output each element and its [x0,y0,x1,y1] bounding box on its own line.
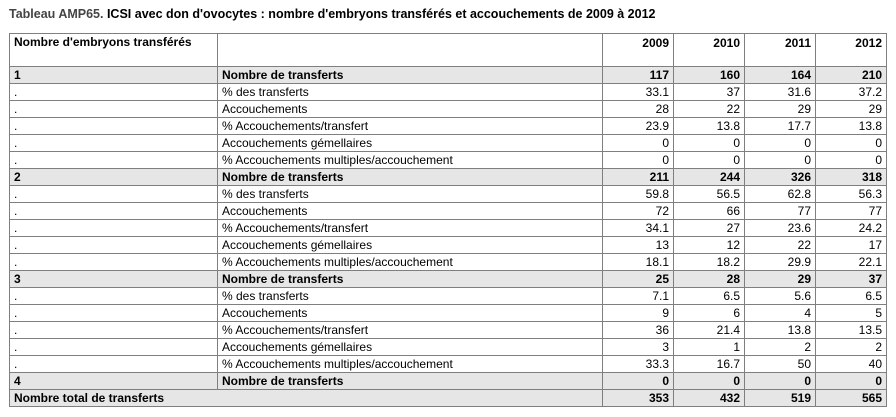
cell-indicator: Accouchements gémellaires [218,339,603,356]
header-year-2012: 2012 [816,34,887,67]
header-year-2010: 2010 [674,34,745,67]
cell-value-2012: 318 [816,169,887,186]
cell-group: . [10,186,218,203]
cell-value-2009: 13 [603,237,674,254]
cell-value-2010: 16.7 [674,356,745,373]
cell-indicator: % Accouchements/transfert [218,118,603,135]
cell-value-2009: 3 [603,339,674,356]
cell-value-2012: 5 [816,305,887,322]
cell-value-2010: 56.5 [674,186,745,203]
cell-value-2012: 0 [816,135,887,152]
cell-group: . [10,152,218,169]
cell-value-2011: 519 [745,390,816,407]
cell-value-2009: 9 [603,305,674,322]
cell-value-2011: 326 [745,169,816,186]
cell-indicator: Accouchements [218,203,603,220]
table-row [10,67,887,84]
cell-value-2012: 24.2 [816,220,887,237]
cell-value-2011: 17.7 [745,118,816,135]
cell-indicator: Nombre de transferts [218,271,603,288]
table-title [9,6,655,22]
cell-value-2009: 0 [603,373,674,390]
cell-value-2009: 36 [603,322,674,339]
cell-value-2012: 37 [816,271,887,288]
table-row [10,220,887,237]
cell-group: . [10,220,218,237]
cell-value-2011: 23.6 [745,220,816,237]
cell-group: . [10,339,218,356]
cell-value-2009: 23.9 [603,118,674,135]
cell-value-2009: 28 [603,101,674,118]
table-row [10,356,887,373]
total-label: Nombre total de transferts [10,390,603,407]
cell-group: . [10,203,218,220]
cell-value-2012: 13.8 [816,118,887,135]
cell-indicator: % Accouchements multiples/accouchement [218,254,603,271]
cell-value-2010: 432 [674,390,745,407]
header-row [10,34,887,67]
cell-value-2010: 1 [674,339,745,356]
cell-value-2009: 0 [603,152,674,169]
cell-indicator: % des transferts [218,84,603,101]
table-row [10,84,887,101]
cell-value-2011: 2 [745,339,816,356]
cell-group: . [10,322,218,339]
table-row [10,135,887,152]
cell-value-2010: 0 [674,373,745,390]
cell-indicator: % Accouchements multiples/accouchement [218,356,603,373]
cell-indicator: Accouchements gémellaires [218,135,603,152]
cell-value-2012: 2 [816,339,887,356]
table-row [10,101,887,118]
cell-group: 1 [10,67,218,84]
cell-value-2010: 28 [674,271,745,288]
data-table [9,33,887,407]
cell-value-2012: 6.5 [816,288,887,305]
table-body [10,67,887,407]
cell-value-2010: 21.4 [674,322,745,339]
table-row [10,186,887,203]
cell-value-2011: 29 [745,101,816,118]
cell-indicator: % des transferts [218,186,603,203]
cell-value-2009: 72 [603,203,674,220]
cell-value-2009: 211 [603,169,674,186]
table-row [10,169,887,186]
cell-indicator: % Accouchements/transfert [218,220,603,237]
cell-value-2011: 29 [745,271,816,288]
cell-group: 3 [10,271,218,288]
cell-value-2011: 31.6 [745,84,816,101]
cell-indicator: Nombre de transferts [218,373,603,390]
cell-value-2012: 13.5 [816,322,887,339]
cell-value-2011: 77 [745,203,816,220]
table-row [10,152,887,169]
cell-indicator: % des transferts [218,288,603,305]
cell-indicator: % Accouchements/transfert [218,322,603,339]
cell-value-2012: 37.2 [816,84,887,101]
cell-value-2009: 59.8 [603,186,674,203]
cell-value-2009: 7.1 [603,288,674,305]
cell-value-2010: 13.8 [674,118,745,135]
cell-value-2012: 56.3 [816,186,887,203]
cell-indicator: Accouchements gémellaires [218,237,603,254]
cell-value-2012: 0 [816,152,887,169]
cell-value-2010: 6.5 [674,288,745,305]
cell-group: 4 [10,373,218,390]
table-row [10,271,887,288]
cell-value-2009: 18.1 [603,254,674,271]
table-row [10,118,887,135]
table-row [10,373,887,390]
cell-group: 2 [10,169,218,186]
table-title-text: ICSI avec don d'ovocytes : nombre d'embryons transférés et accouchements de 2009 à 2012 [103,7,656,21]
cell-group: . [10,305,218,322]
cell-value-2009: 34.1 [603,220,674,237]
cell-value-2011: 0 [745,152,816,169]
cell-value-2010: 27 [674,220,745,237]
cell-value-2011: 4 [745,305,816,322]
cell-indicator: % Accouchements multiples/accouchement [218,152,603,169]
cell-value-2010: 0 [674,135,745,152]
cell-value-2010: 22 [674,101,745,118]
total-row [10,390,887,407]
cell-value-2010: 37 [674,84,745,101]
cell-value-2010: 160 [674,67,745,84]
cell-value-2012: 22.1 [816,254,887,271]
cell-value-2011: 29.9 [745,254,816,271]
table-row [10,305,887,322]
cell-group: . [10,84,218,101]
cell-value-2011: 0 [745,135,816,152]
header-indicator [218,34,603,67]
cell-value-2010: 244 [674,169,745,186]
table-title-prefix: Tableau AMP65. [9,7,104,21]
cell-value-2009: 353 [603,390,674,407]
cell-value-2011: 50 [745,356,816,373]
cell-value-2009: 0 [603,135,674,152]
cell-value-2010: 12 [674,237,745,254]
cell-group: . [10,254,218,271]
cell-indicator: Nombre de transferts [218,67,603,84]
cell-value-2011: 5.6 [745,288,816,305]
table-row [10,254,887,271]
table-row [10,288,887,305]
cell-value-2010: 18.2 [674,254,745,271]
cell-indicator: Accouchements [218,305,603,322]
cell-group: . [10,288,218,305]
cell-value-2011: 62.8 [745,186,816,203]
cell-value-2010: 6 [674,305,745,322]
cell-value-2010: 66 [674,203,745,220]
cell-value-2011: 13.8 [745,322,816,339]
cell-value-2009: 117 [603,67,674,84]
cell-value-2012: 565 [816,390,887,407]
cell-value-2010: 0 [674,152,745,169]
header-year-2011: 2011 [745,34,816,67]
cell-value-2012: 77 [816,203,887,220]
table-row [10,339,887,356]
table-row [10,237,887,254]
cell-value-2012: 210 [816,67,887,84]
cell-group: . [10,356,218,373]
table-row [10,203,887,220]
cell-group: . [10,135,218,152]
cell-value-2009: 33.3 [603,356,674,373]
cell-value-2011: 22 [745,237,816,254]
header-year-2009: 2009 [603,34,674,67]
cell-value-2009: 33.1 [603,84,674,101]
cell-value-2012: 40 [816,356,887,373]
cell-value-2012: 0 [816,373,887,390]
cell-group: . [10,101,218,118]
cell-group: . [10,118,218,135]
cell-value-2012: 17 [816,237,887,254]
cell-indicator: Accouchements [218,101,603,118]
table-row [10,322,887,339]
cell-value-2012: 29 [816,101,887,118]
cell-value-2011: 0 [745,373,816,390]
cell-indicator: Nombre de transferts [218,169,603,186]
cell-group: . [10,237,218,254]
cell-value-2009: 25 [603,271,674,288]
header-embryos: Nombre d'embryons transférés [10,34,218,67]
cell-value-2011: 164 [745,67,816,84]
